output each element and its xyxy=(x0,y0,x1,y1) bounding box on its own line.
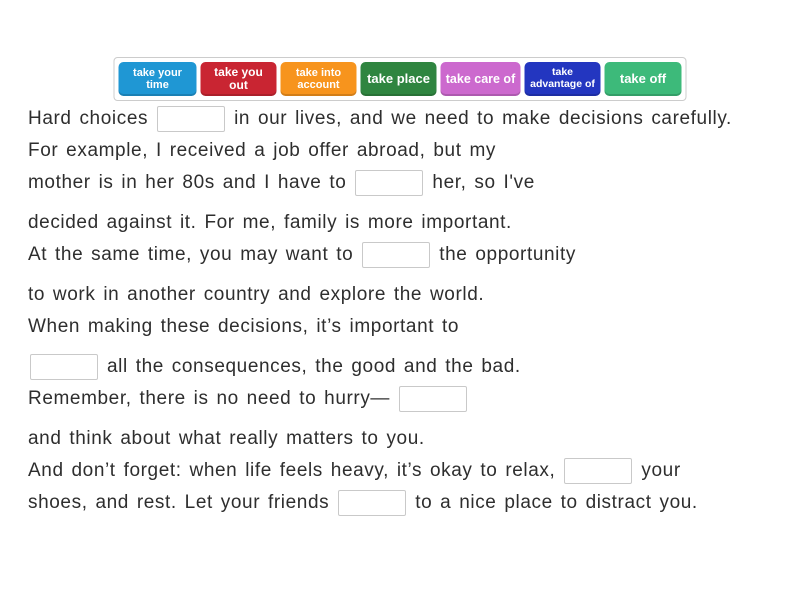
story-line xyxy=(28,103,784,135)
story-text: shoes, and rest. Let your friends xyxy=(28,492,330,513)
word-chip-take-you-out[interactable]: take you out xyxy=(201,62,277,96)
story-text: the opportunity xyxy=(439,244,576,265)
story-line xyxy=(28,311,784,343)
story-line xyxy=(28,487,784,519)
word-chip-take-place[interactable]: take place xyxy=(361,62,437,96)
story-text: all the consequences, the good and the bad. xyxy=(107,356,521,377)
story-text: to work in another country and explore the world. xyxy=(28,284,485,305)
story-line xyxy=(28,351,784,383)
story-text: For example, I received a job offer abroad, but my xyxy=(28,140,496,161)
answer-blank-3[interactable] xyxy=(362,242,430,268)
answer-blank-5[interactable] xyxy=(399,386,467,412)
word-chip-take-care-of[interactable]: take care of xyxy=(441,62,521,96)
word-chip-take-into-account[interactable]: take into account xyxy=(281,62,357,96)
story-text: to a nice place to distract you. xyxy=(415,492,698,513)
story-line xyxy=(28,383,784,415)
story-text: Remember, there is no need to hurry— xyxy=(28,388,391,409)
story-line xyxy=(28,167,784,199)
answer-blank-4[interactable] xyxy=(30,354,98,380)
answer-blank-2[interactable] xyxy=(355,170,423,196)
answer-blank-7[interactable] xyxy=(338,490,406,516)
word-chip-take-advantage-of[interactable]: take advantage of xyxy=(525,62,601,96)
word-chip-take-off[interactable]: take off xyxy=(605,62,682,96)
story-line xyxy=(28,279,784,311)
answer-blank-1[interactable] xyxy=(157,106,225,132)
answer-blank-6[interactable] xyxy=(564,458,632,484)
story-text-area xyxy=(28,103,784,519)
story-text: decided against it. For me, family is more important. xyxy=(28,212,512,233)
word-bank-tray xyxy=(114,57,687,101)
story-line xyxy=(28,455,784,487)
story-text: And don’t forget: when life feels heavy, it’s okay to relax, xyxy=(28,460,556,481)
story-text: and think about what really matters to you. xyxy=(28,428,425,449)
word-chip-take-your-time[interactable]: take your time xyxy=(119,62,197,96)
story-text: your xyxy=(641,460,681,481)
story-text: At the same time, you may want to xyxy=(28,244,354,265)
story-line xyxy=(28,207,784,239)
story-line xyxy=(28,423,784,455)
story-line xyxy=(28,135,784,167)
story-text: Hard choices xyxy=(28,108,149,129)
story-line xyxy=(28,239,784,271)
story-text: When making these decisions, it’s important to xyxy=(28,316,460,337)
story-text: her, so I've xyxy=(432,172,535,193)
story-text: mother is in her 80s and I have to xyxy=(28,172,347,193)
story-text: in our lives, and we need to make decisions carefully. xyxy=(234,108,732,129)
